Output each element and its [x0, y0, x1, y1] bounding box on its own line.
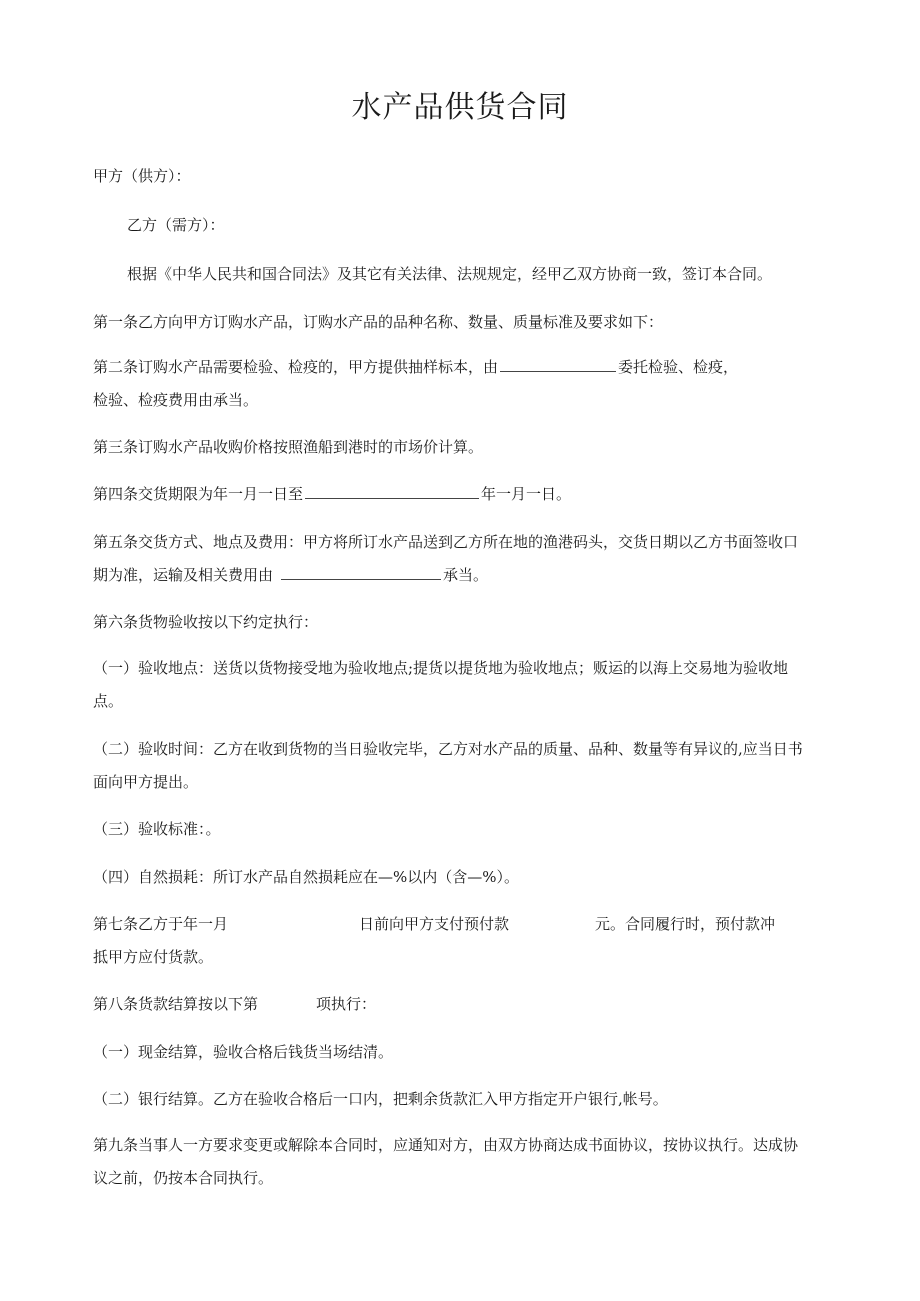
article-8-text-b: 项执行：	[316, 995, 377, 1013]
article-4-text-a: 第四条交货期限为年一月一日至	[93, 485, 304, 503]
article-2-text-b: 委托检验、检疫，	[618, 358, 739, 376]
article-6-item-1-line-2: 点。	[93, 692, 124, 710]
article-6-item-1-line-1: （一）验收地点：送货以货物接受地为验收地点;提货以提货地为验收地点；贩运的以海上交易地为验收地	[93, 659, 789, 677]
article-8	[93, 993, 376, 1015]
article-7-line-1	[93, 913, 775, 935]
article-8-item-2: （二）银行结算。乙方在验收合格后一口内，把剩余货款汇入甲方指定开户银行,帐号。	[93, 1090, 668, 1108]
article-4-text-b: 年一月一日。	[481, 485, 572, 503]
document-title: 水产品供货合同	[351, 90, 569, 125]
article-6-item-3: （三）验收标准：。	[93, 820, 221, 838]
party-b-line: 乙方（需方）：	[127, 216, 225, 234]
article-9-line-1: 第九条当事人一方要求变更或解除本合同时，应通知对方，由双方协商达成书面协议，按协议执行。达成协	[93, 1136, 799, 1154]
article-5-line-1: 第五条交货方式、地点及费用：甲方将所订水产品送到乙方所在地的渔港码头，交货日期以乙方书面签收口	[93, 533, 799, 551]
article-5-text-c: 承当。	[443, 566, 489, 584]
article-6-item-4: （四）自然损耗：所订水产品自然损耗应在—%以内（含—%）。	[93, 868, 520, 886]
article-6-item-2-line-2: 面向甲方提出。	[93, 773, 199, 791]
article-6: 第六条货物验收按以下约定执行：	[93, 613, 319, 631]
blank-field	[500, 356, 616, 372]
blank-field	[281, 564, 441, 580]
article-9-line-2: 议之前，仍按本合同执行。	[93, 1169, 274, 1187]
article-6-item-2-line-1: （二）验收时间：乙方在收到货物的当日验收完毕，乙方对水产品的质量、品种、数量等有异议的,应当日书	[93, 740, 803, 758]
blank-field	[305, 483, 479, 499]
preamble: 根据《中华人民共和国合同法》及其它有关法律、法规规定，经甲乙双方协商一致，签订本合同。	[127, 265, 773, 283]
article-1: 第一条乙方向甲方订购水产品，订购水产品的品种名称、数量、质量标准及要求如下：	[93, 313, 664, 331]
article-8-item-1: （一）现金结算，验收合格后钱货当场结清。	[93, 1043, 394, 1061]
party-a-line: 甲方（供方）：	[93, 167, 191, 185]
article-8-text-a: 第八条货款结算按以下第	[93, 995, 259, 1013]
article-7-text-b: 日前向甲方支付预付款	[359, 915, 510, 933]
article-5-text-b: 期为准，运输及相关费用由	[93, 566, 274, 584]
article-7-text-a: 第七条乙方于年一月	[93, 915, 229, 933]
article-4	[93, 483, 571, 505]
article-3: 第三条订购水产品收购价格按照渔船到港时的市场价计算。	[93, 438, 484, 456]
article-7-text-c: 元。合同履行时，预付款冲	[595, 915, 776, 933]
article-2-line-1	[93, 356, 738, 378]
article-2-text-a: 第二条订购水产品需要检验、检疫的，甲方提供抽样标本，由	[93, 358, 499, 376]
article-2-line-2: 检验、检疫费用由承当。	[93, 391, 259, 409]
article-7-line-2: 抵甲方应付货款。	[93, 948, 214, 966]
article-5-line-2	[93, 564, 488, 586]
